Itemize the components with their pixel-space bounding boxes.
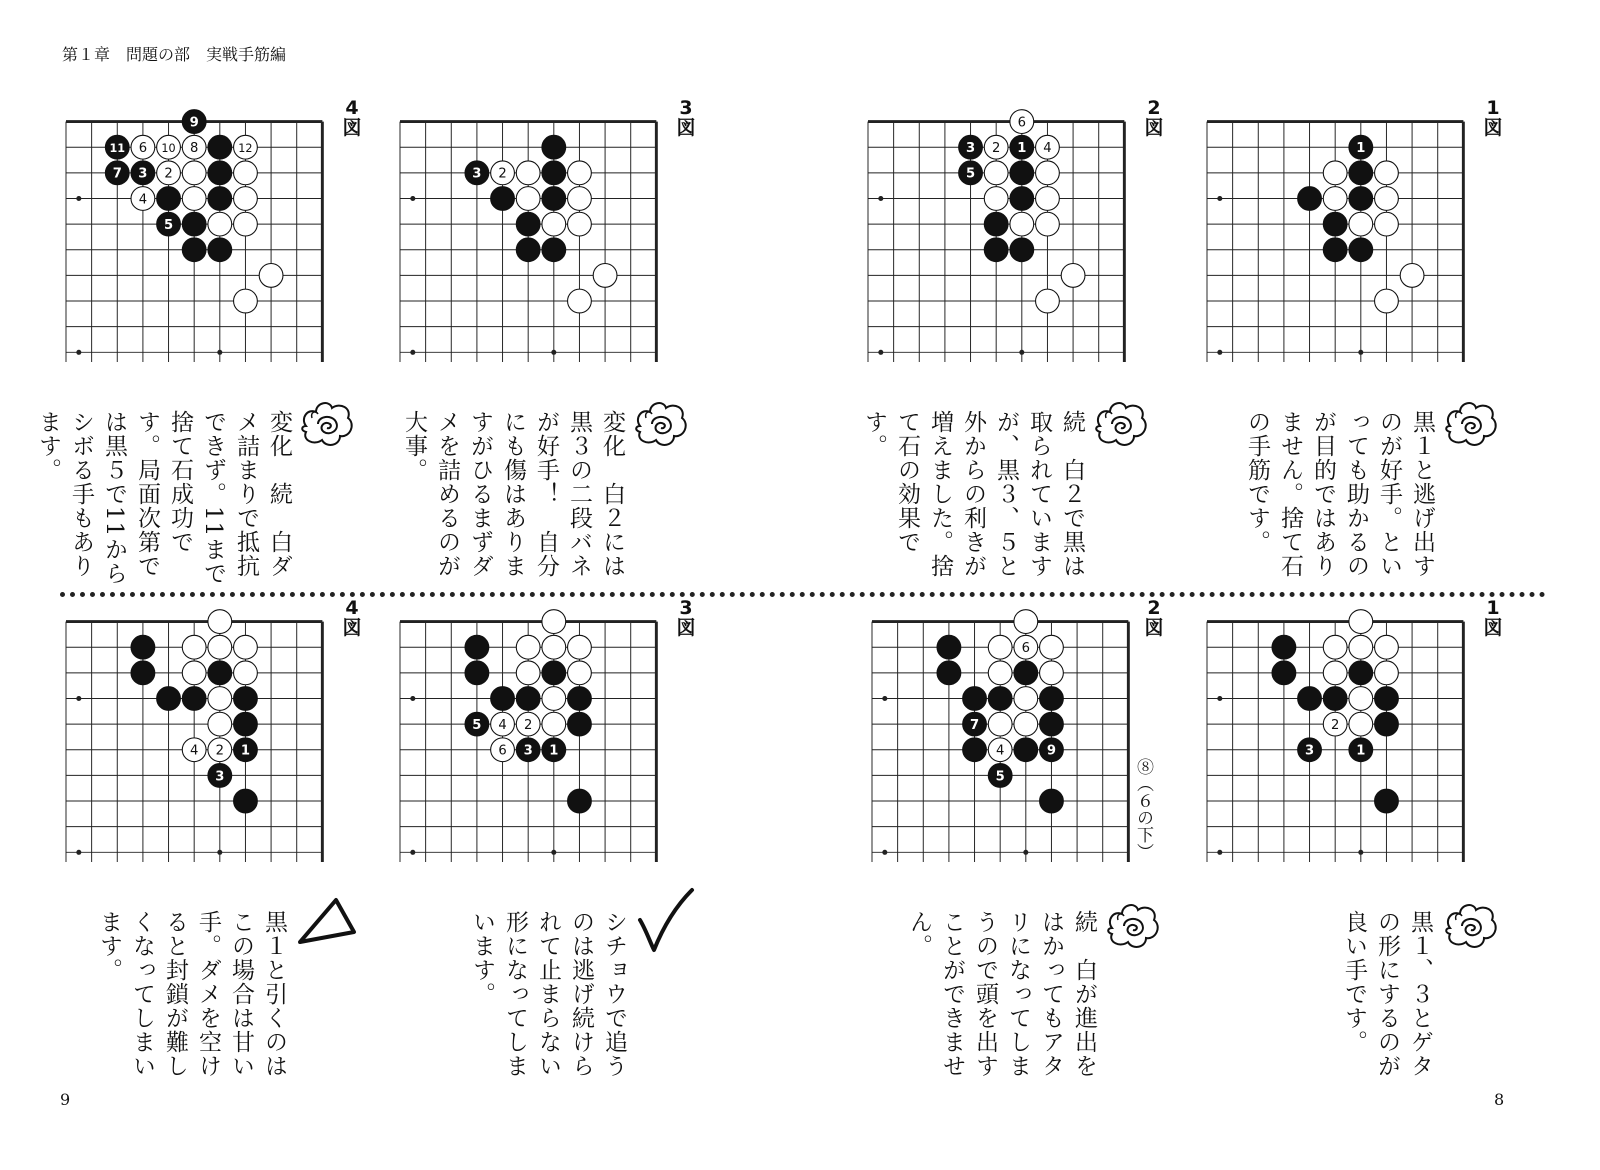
white-stone <box>208 687 232 711</box>
move-number: 6 <box>1017 115 1026 131</box>
white-stone <box>984 187 1008 211</box>
black-stone <box>516 738 540 762</box>
move-number: 12 <box>238 142 253 156</box>
black-stone <box>984 238 1008 262</box>
black-stone <box>208 161 232 185</box>
white-stone <box>259 264 283 288</box>
move-number: 7 <box>969 718 980 734</box>
page-number-left: 9 <box>60 1090 71 1109</box>
black-stone <box>988 764 1012 788</box>
black-stone <box>157 212 181 236</box>
figure-label-lower-2: 2図 <box>1144 597 1164 639</box>
move-number: 4 <box>995 743 1005 759</box>
white-stone <box>1040 635 1064 659</box>
black-stone <box>1040 789 1064 813</box>
figure-label-lower-1: 1図 <box>1483 597 1503 639</box>
checkmark-icon <box>634 886 696 956</box>
go-board-lower-4 <box>66 600 336 870</box>
black-stone <box>105 161 129 185</box>
move-number: 9 <box>189 115 199 131</box>
white-stone <box>1349 635 1373 659</box>
white-stone <box>516 661 540 685</box>
move-number: 4 <box>1043 141 1052 157</box>
white-stone <box>234 212 258 236</box>
white-stone <box>1375 661 1399 685</box>
black-stone <box>1298 187 1322 211</box>
white-stone <box>988 738 1012 762</box>
chapter-header: 第１章 問題の部 実戦手筋編 <box>62 45 287 64</box>
black-stone <box>131 161 155 185</box>
white-stone <box>491 161 515 185</box>
move-number: 4 <box>498 718 507 734</box>
black-stone <box>1323 212 1347 236</box>
move-number: 7 <box>112 166 122 182</box>
white-stone <box>182 135 206 159</box>
white-stone <box>542 687 566 711</box>
move-number: 3 <box>965 141 976 157</box>
white-stone <box>208 212 232 236</box>
white-stone <box>182 635 206 659</box>
black-stone <box>208 764 232 788</box>
move-number: 11 <box>109 142 126 156</box>
move-number: 5 <box>163 218 174 234</box>
black-stone <box>465 635 489 659</box>
white-stone <box>234 661 258 685</box>
white-stone <box>984 135 1008 159</box>
black-stone <box>234 687 258 711</box>
move-number: 1 <box>240 743 251 759</box>
move-number: 6 <box>138 141 148 157</box>
triangle-icon <box>296 892 358 948</box>
white-stone <box>1323 661 1347 685</box>
move-number: 3 <box>523 743 533 759</box>
white-stone <box>593 264 617 288</box>
black-stone <box>516 687 540 711</box>
black-stone <box>1323 238 1347 262</box>
black-stone <box>1349 161 1373 185</box>
caption-upper-1: 黒１と逃げ出すのが好手。といっても助かるのが目的ではありません。捨て石の手筋です。 <box>1244 410 1435 578</box>
move-number: 2 <box>498 166 507 182</box>
black-stone <box>234 712 258 736</box>
white-stone <box>516 161 540 185</box>
white-stone <box>1014 687 1038 711</box>
black-stone <box>1349 238 1373 262</box>
caption-lower-4: 黒１と引くのはこの場合は甘い手。ダメを空けると封鎖が難しくなってしまいます。 <box>96 910 287 1078</box>
white-stone <box>988 635 1012 659</box>
white-stone <box>1375 635 1399 659</box>
white-stone <box>234 187 258 211</box>
figure-label-upper-1: 1図 <box>1483 97 1503 139</box>
black-stone <box>465 661 489 685</box>
caption-upper-3: 変化 白２には黒３の二段バネが好手！ 自分にも傷はありますがひるまずダメを詰めるのが大事。 <box>401 410 625 578</box>
black-stone <box>465 161 489 185</box>
black-stone <box>465 712 489 736</box>
figure-label-upper-2: 2図 <box>1144 97 1164 139</box>
caption-lower-1: 黒１、３とゲタの形にするのが良い手です。 <box>1341 910 1433 1078</box>
white-stone <box>1040 661 1064 685</box>
black-stone <box>131 661 155 685</box>
black-stone <box>959 161 983 185</box>
move-number: 2 <box>523 718 533 734</box>
go-board-upper-3 <box>400 100 670 370</box>
white-stone <box>542 635 566 659</box>
black-stone <box>1349 738 1373 762</box>
white-stone <box>491 712 515 736</box>
white-stone <box>1349 687 1373 711</box>
move-number: 1 <box>549 743 559 759</box>
black-stone <box>516 238 540 262</box>
white-stone <box>568 289 592 313</box>
black-stone <box>937 635 961 659</box>
white-stone <box>1323 635 1347 659</box>
figure-label-upper-4: 4図 <box>342 97 362 139</box>
black-stone <box>542 661 566 685</box>
white-stone <box>234 161 258 185</box>
swirl-icon <box>296 396 358 452</box>
black-stone <box>491 687 515 711</box>
black-stone <box>1014 738 1038 762</box>
black-stone <box>516 212 540 236</box>
white-stone <box>1036 212 1060 236</box>
white-stone <box>984 161 1008 185</box>
black-stone <box>1010 135 1034 159</box>
black-stone <box>157 687 181 711</box>
white-stone <box>1014 635 1038 659</box>
white-stone <box>1036 289 1060 313</box>
move-number: 6 <box>498 743 507 759</box>
black-stone <box>182 687 206 711</box>
swirl-icon <box>1090 396 1152 452</box>
move-number: 2 <box>991 141 1001 157</box>
black-stone <box>182 110 206 134</box>
white-stone <box>516 635 540 659</box>
white-stone <box>234 635 258 659</box>
white-stone <box>988 712 1012 736</box>
black-stone <box>542 161 566 185</box>
move-number: 1 <box>1017 141 1027 157</box>
white-stone <box>516 187 540 211</box>
black-stone <box>1298 687 1322 711</box>
go-board-lower-1 <box>1207 600 1477 870</box>
white-stone <box>542 610 566 634</box>
black-stone <box>1375 687 1399 711</box>
move-number: 3 <box>472 166 482 182</box>
move-number: 3 <box>138 166 148 182</box>
white-stone <box>131 187 155 211</box>
white-stone <box>157 135 181 159</box>
black-stone <box>234 789 258 813</box>
black-stone <box>208 238 232 262</box>
black-stone <box>234 738 258 762</box>
black-stone <box>131 635 155 659</box>
black-stone <box>208 187 232 211</box>
black-stone <box>1010 161 1034 185</box>
white-stone <box>1375 212 1399 236</box>
move-number: 2 <box>1330 718 1340 734</box>
move-number: 4 <box>189 743 199 759</box>
swirl-icon <box>1102 898 1164 954</box>
black-stone <box>491 187 515 211</box>
move-number: 5 <box>965 166 976 182</box>
black-stone <box>568 712 592 736</box>
white-stone <box>1349 712 1373 736</box>
white-stone <box>1375 161 1399 185</box>
white-stone <box>988 661 1012 685</box>
black-stone <box>542 187 566 211</box>
black-stone <box>1010 238 1034 262</box>
black-stone <box>568 789 592 813</box>
white-stone <box>1014 610 1038 634</box>
white-stone <box>568 661 592 685</box>
go-board-upper-1 <box>1207 100 1477 370</box>
white-stone <box>1349 212 1373 236</box>
black-stone <box>1349 135 1373 159</box>
white-stone <box>1010 110 1034 134</box>
white-stone <box>182 661 206 685</box>
black-stone <box>1349 187 1373 211</box>
white-stone <box>1036 187 1060 211</box>
white-stone <box>1010 212 1034 236</box>
white-stone <box>516 712 540 736</box>
black-stone <box>984 212 1008 236</box>
white-stone <box>1323 161 1347 185</box>
black-stone <box>963 738 987 762</box>
move-number: 1 <box>1356 141 1366 157</box>
move-number: 10 <box>161 142 176 156</box>
black-stone <box>988 687 1012 711</box>
black-stone <box>1375 789 1399 813</box>
black-stone <box>1375 712 1399 736</box>
white-stone <box>1323 187 1347 211</box>
caption-lower-3: シチョウで追うのは逃げ続けられて止まらない形になってしまいます。 <box>469 910 627 1078</box>
black-stone <box>1040 687 1064 711</box>
white-stone <box>1061 264 1085 288</box>
swirl-icon <box>1440 898 1502 954</box>
white-stone <box>182 187 206 211</box>
white-stone <box>568 161 592 185</box>
white-stone <box>208 610 232 634</box>
move-number: 1 <box>1356 743 1366 759</box>
white-stone <box>1036 135 1060 159</box>
page-number-right: 8 <box>1494 1090 1505 1109</box>
move-number: 6 <box>1021 641 1030 657</box>
section-divider <box>60 592 1546 597</box>
black-stone <box>542 738 566 762</box>
move-number: 3 <box>215 769 225 785</box>
white-stone <box>1036 161 1060 185</box>
black-stone <box>542 238 566 262</box>
white-stone <box>1323 712 1347 736</box>
move-number: 8 <box>189 141 199 157</box>
black-stone <box>182 238 206 262</box>
black-stone <box>963 712 987 736</box>
black-stone <box>105 135 129 159</box>
swirl-icon <box>630 396 692 452</box>
white-stone <box>208 712 232 736</box>
black-stone <box>1014 661 1038 685</box>
move-number: 3 <box>1304 743 1315 759</box>
white-stone <box>542 212 566 236</box>
black-stone <box>208 661 232 685</box>
white-stone <box>542 712 566 736</box>
go-board-upper-2 <box>868 100 1138 370</box>
move-number: 4 <box>138 192 148 208</box>
move-number: 2 <box>164 166 173 182</box>
figure-label-lower-3: 3図 <box>676 597 696 639</box>
white-stone <box>491 738 515 762</box>
white-stone <box>1014 712 1038 736</box>
move-note: ⑧（６の下） <box>1133 758 1153 860</box>
black-stone <box>937 661 961 685</box>
white-stone <box>1375 289 1399 313</box>
black-stone <box>1272 635 1296 659</box>
black-stone <box>1298 738 1322 762</box>
figure-label-upper-3: 3図 <box>676 97 696 139</box>
white-stone <box>208 635 232 659</box>
black-stone <box>157 187 181 211</box>
black-stone <box>1349 661 1373 685</box>
black-stone <box>1272 661 1296 685</box>
go-board-lower-3 <box>400 600 670 870</box>
white-stone <box>234 135 258 159</box>
go-board-lower-2 <box>872 600 1142 870</box>
caption-upper-4: 変化 続 白ダメ詰まりで抵抗できず。11まで捨て石成功です。局面次第では黒５で11からシボる手もあります。 <box>35 410 292 586</box>
black-stone <box>963 687 987 711</box>
black-stone <box>182 212 206 236</box>
move-number: 5 <box>472 718 482 734</box>
white-stone <box>568 635 592 659</box>
black-stone <box>1040 738 1064 762</box>
move-number: 2 <box>215 743 224 759</box>
white-stone <box>208 738 232 762</box>
black-stone <box>1323 687 1347 711</box>
white-stone <box>568 212 592 236</box>
white-stone <box>1400 264 1424 288</box>
black-stone <box>568 687 592 711</box>
white-stone <box>1375 187 1399 211</box>
go-board-upper-4 <box>66 100 336 370</box>
white-stone <box>234 289 258 313</box>
white-stone <box>131 135 155 159</box>
caption-upper-2: 続 白２で黒は取られていますが、黒３、５と外からの利きが増えました。捨て石の効果です。 <box>861 410 1085 578</box>
caption-lower-2: 続 白が進出をはかってもアタリになってしまうので頭を出すことができません。 <box>906 910 1097 1078</box>
swirl-icon <box>1440 396 1502 452</box>
white-stone <box>182 738 206 762</box>
move-number: 9 <box>1046 743 1057 759</box>
white-stone <box>182 161 206 185</box>
white-stone <box>1349 610 1373 634</box>
figure-label-lower-4: 4図 <box>342 597 362 639</box>
black-stone <box>1010 187 1034 211</box>
black-stone <box>959 135 983 159</box>
black-stone <box>1040 712 1064 736</box>
black-stone <box>208 135 232 159</box>
move-number: 5 <box>995 769 1005 785</box>
white-stone <box>157 161 181 185</box>
black-stone <box>542 135 566 159</box>
white-stone <box>568 187 592 211</box>
